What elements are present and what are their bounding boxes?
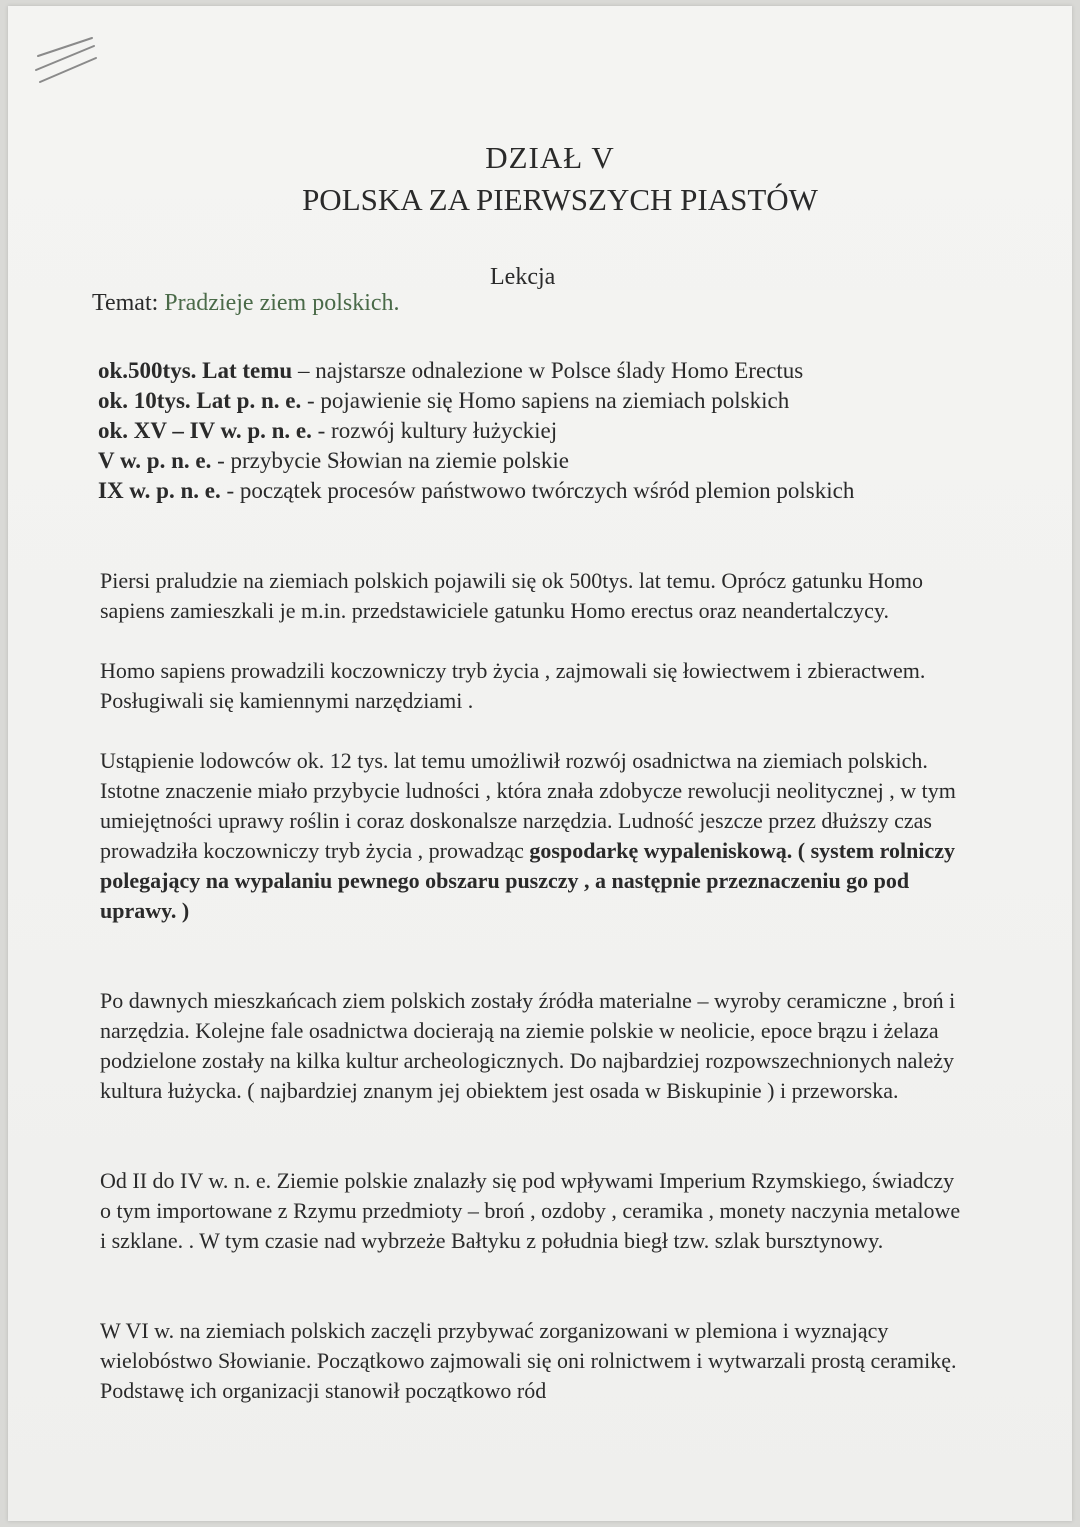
lesson-label: Lekcja bbox=[490, 264, 556, 290]
timeline-text: początek procesów państwowo twórczych wśród plemion polskich bbox=[239, 478, 855, 503]
lesson-topic bbox=[92, 290, 400, 317]
document-page bbox=[8, 6, 1072, 1521]
timeline-separator: - bbox=[220, 478, 240, 503]
timeline-separator: - bbox=[301, 388, 321, 413]
timeline-date: ok.500tys. Lat temu bbox=[98, 358, 293, 383]
timeline-text: rozwój kultury łużyckiej bbox=[331, 418, 558, 443]
timeline-list bbox=[98, 356, 958, 506]
paragraph-settlement-definition: gospodarkę wypaleniskową. ( system rolniczy polegający na wypalaniu pewnego obszaru puszczy , a następnie przeznaczeniu go pod uprawy. ) bbox=[100, 838, 955, 923]
paragraph-settlement bbox=[100, 746, 970, 926]
chapter-title bbox=[8, 138, 1072, 220]
timeline-separator: - bbox=[211, 448, 231, 473]
timeline-date: ok. XV – IV w. p. n. e. bbox=[98, 418, 312, 443]
timeline-item bbox=[98, 446, 958, 476]
timeline-text: przybycie Słowian na ziemie polskie bbox=[230, 448, 570, 473]
timeline-date: ok. 10tys. Lat p. n. e. bbox=[98, 388, 302, 413]
paragraph-homo-sapiens: Homo sapiens prowadzili koczowniczy tryb życia , zajmowali się łowiectwem i zbieractwem. Posługiwali się kamiennymi narzędziami . bbox=[100, 658, 926, 713]
topic-value: Pradzieje ziem polskich. bbox=[164, 290, 400, 316]
paragraph-slavs: W VI w. na ziemiach polskich zaczęli przybywać zorganizowani w plemiona i wyznający wielobóstwo Słowianie. Początkowo zajmowali się oni rolnictwem i wytwarzali prostą ceramikę. Podstawę ich organizacji stanowił początkowo ród bbox=[100, 1318, 957, 1403]
timeline-item bbox=[98, 386, 958, 416]
pen-scribble-mark bbox=[30, 34, 100, 94]
timeline-separator: – bbox=[292, 358, 316, 383]
timeline-date: V w. p. n. e. bbox=[98, 448, 212, 473]
timeline-item bbox=[98, 356, 958, 386]
paragraph-first-humans: Piersi praludzie na ziemiach polskich pojawili się ok 500tys. lat temu. Oprócz gatunku Homo sapiens zamieszkali je m.in. przedstawiciele gatunku Homo erectus oraz neandertalczycy. bbox=[100, 568, 923, 623]
paragraph-roman-influence: Od II do IV w. n. e. Ziemie polskie znalazły się pod wpływami Imperium Rzymskiego, świadczy o tym importowane z Rzymu przedmioty – broń , ozdoby , ceramika , monety naczynia metalowe i szklane. . W tym czasie nad wybrzeże Bałtyku z południa biegł tzw. szlak bursztynowy. bbox=[100, 1168, 961, 1253]
timeline-item bbox=[98, 476, 958, 506]
chapter-name: POLSKA ZA PIERWSZYCH PIASTÓW bbox=[302, 182, 818, 217]
timeline-text: pojawienie się Homo sapiens na ziemiach polskich bbox=[320, 388, 790, 413]
chapter-number: DZIAŁ V bbox=[485, 140, 615, 175]
timeline-item bbox=[98, 416, 958, 446]
timeline-date: IX w. p. n. e. bbox=[98, 478, 221, 503]
paragraph-archaeological-cultures: Po dawnych mieszkańcach ziem polskich zostały źródła materialne – wyroby ceramiczne , broń i narzędzia. Kolejne fale osadnictwa docierają na ziemie polskie w neolicie, epoce brązu i żelaza podzielone zostały na kilka kultur archeologicznych. Do najbardziej rozpowszechnionych należy kultura łużycka. ( najbardziej znanym jej obiektem jest osada w Biskupinie ) i przeworska. bbox=[100, 988, 956, 1103]
timeline-text: najstarsze odnalezione w Polsce ślady Homo Erectus bbox=[315, 358, 804, 383]
paragraph-settlement-text: Ustąpienie lodowców ok. 12 tys. lat temu umożliwił rozwój osadnictwa na ziemiach polskich. Istotne znaczenie miało przybycie ludności , która znała zdobycze rewolucji neolitycznej , w tym umiejętności uprawy roślin i coraz doskonalsze narzędzia. Ludność jeszcze przez dłuższy czas prowadziła koczowniczy tryb życia , prowadząc bbox=[100, 748, 956, 863]
timeline-separator: - bbox=[311, 418, 332, 443]
topic-label: Temat: bbox=[92, 290, 159, 316]
